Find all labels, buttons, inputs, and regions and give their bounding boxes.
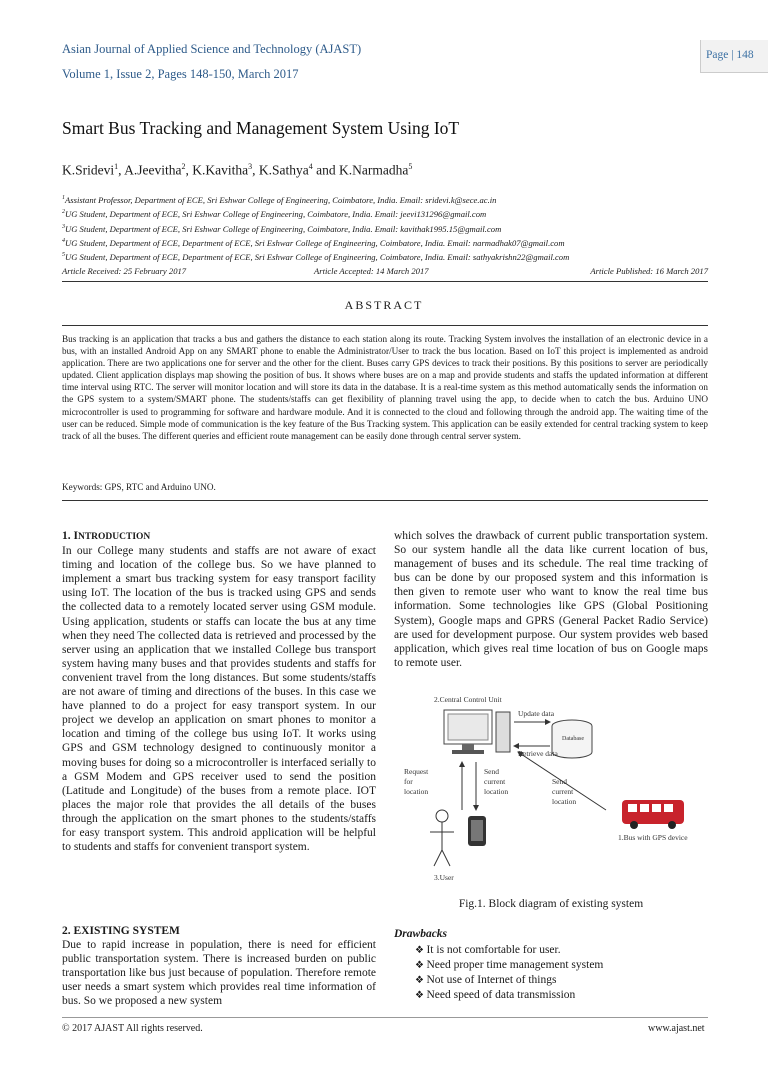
block-diagram-figure <box>394 690 708 890</box>
right-column-text: which solves the drawback of current public transportation system. So our system handle all the data like current location of bus, management of buses and its schedule. The real time tracking of bus can be done by our proposed system and this information is then given to remote user who want to know the real time bus information. Some technologies like GPS (Global Positioning System), Google maps and GPRS (General Packet Radio Service) are used for development purpose. Our system provides web based application, which gives real time location of bus on Google maps to remote user. <box>394 530 708 669</box>
drawbacks-list <box>415 943 603 1003</box>
svg-text:location: location <box>404 787 429 796</box>
user-icon <box>430 810 454 866</box>
date-published: Article Published: 16 March 2017 <box>590 266 708 276</box>
list-item: ❖ It is not comfortable for user. <box>415 943 603 958</box>
author: K.Kavitha <box>192 162 249 178</box>
affiliations <box>62 192 722 264</box>
divider <box>62 281 708 282</box>
author: K.Narmadha <box>338 162 409 178</box>
svg-text:location: location <box>552 797 577 806</box>
footer-divider <box>62 1017 708 1018</box>
date-received: Article Received: 25 February 2017 <box>62 266 187 276</box>
section-title-existing: 2. EXISTING SYSTEM <box>62 925 180 937</box>
database-icon <box>552 720 592 758</box>
affiliation: $^2$UG Student, Department of ECE, Sri Eshwar College of Engineering, Coimbatore, India. Email: jeevi131296@gmail.com <box>62 209 487 220</box>
author: K.Sridevi <box>62 162 115 178</box>
affiliation: $^4$UG Student, Department of ECE, Department of ECE, Sri Eshwar College of Engineering, Coimbatore, India. Email: narmadhak07@gmail.com <box>62 237 565 248</box>
svg-text:current: current <box>552 787 574 796</box>
section-title-introduction: 1. INTRODUCTION <box>62 530 151 542</box>
svg-text:current: current <box>484 777 506 786</box>
affiliation: $^3$UG Student, Department of ECE, Sri Eshwar College of Engineering, Coimbatore, India. Email: kavithak1995.15@gmail.com <box>62 223 502 234</box>
list-item: ❖ Need proper time management system <box>415 958 603 973</box>
svg-text:location: location <box>484 787 509 796</box>
list-item: ❖ Not use of Internet of things <box>415 973 603 988</box>
copyright: © 2017 AJAST All rights reserved. <box>62 1023 203 1034</box>
abstract-heading: ABSTRACT <box>344 298 424 312</box>
svg-text:for: for <box>404 777 413 786</box>
author: A.Jeevitha <box>124 162 182 178</box>
update-data-label: Update data <box>518 709 555 718</box>
section-existing-system <box>62 924 376 1009</box>
block-diagram <box>394 690 708 890</box>
existing-system-text: Due to rapid increase in population, there is need for efficient public transportation system. There is increased burden on public transportation like bus just because of population. Therefore remote user needs a smart system which provides real time information of bus. So we proposed a new system <box>62 939 376 1008</box>
journal-name: Asian Journal of Applied Science and Technology (AJAST) <box>62 42 362 56</box>
paper-title: Smart Bus Tracking and Management System Using IoT <box>62 118 460 138</box>
section-introduction <box>62 529 376 854</box>
figure-caption: Fig.1. Block diagram of existing system <box>458 898 644 910</box>
svg-text:Request: Request <box>404 767 429 776</box>
author: K.Sathya <box>258 162 309 178</box>
drawbacks-heading: Drawbacks <box>394 928 448 940</box>
date-accepted: Article Accepted: 14 March 2017 <box>314 266 429 276</box>
divider <box>62 325 708 326</box>
divider <box>62 500 708 501</box>
keywords: Keywords: GPS, RTC and Arduino UNO. <box>62 482 216 492</box>
page-number: Page | 148 <box>706 49 754 61</box>
bus-label: 1.Bus with GPS device <box>618 833 688 842</box>
affiliation: $^1$Assistant Professor, Department of ECE, Sri Eshwar College of Engineering, Coimbatore, India. Email: sridevi.k@sece.ac.in <box>62 194 497 205</box>
website-link[interactable]: www.ajast.net <box>648 1023 705 1034</box>
svg-text:Send: Send <box>484 767 499 776</box>
abstract-text: Bus tracking is an application that tracks a bus and gathers the distance to each station along its route. Tracking System involves the installation of an electronic device in a bus, with an installed Android App on any SMART phone to enable the Administrator/User to track the bus location. Based on IoT this project is implemented as android application. There are two applications one for server and the other for the client. Buses carry GPS devices to track their positions. By this positions to server are periodically updated. Client application displays map showing the position of bus. It shows where buses are on a map and provide students and staffs the updated information at different time interval using RTC. The server will monitor location and will store its data in the database. It is a real-time system as this method automatically sends the information on the GPS system to a system/SMART phone. The students/staffs can get flexibility of planning travel using the app, to decide when to catch the bus. Arduino UNO microcontroller is used to programming for software and hardware module. And it is connected to the cloud and following through the android app. The waiting time of the user can be reduced. Simple mode of communication is the key feature of the Bus Tracking system. This application can be easily extended for central tracking system to keep track of all the buses. The different queries and efficient route management can be easily done through central server system. <box>62 334 708 441</box>
author-list: K.Sridevi$^1$, A.Jeevitha$^2$, K.Kavitha$^3$, K.Sathya$^4$ and K.Narmadha$^5$ <box>62 162 413 178</box>
list-item: ❖ Need speed of data transmission <box>415 988 603 1003</box>
server-tower-icon <box>496 712 510 752</box>
journal-volume: Volume 1, Issue 2, Pages 148-150, March 2017 <box>62 67 299 81</box>
svg-text:Send: Send <box>552 777 567 786</box>
user-label: 3.User <box>434 873 454 882</box>
affiliation: $^5$UG Student, Department of ECE, Department of ECE, Sri Eshwar College of Engineering, Coimbatore, India. Email: sathyakrishn22@gmail.com <box>62 252 570 263</box>
svg-text:Database: Database <box>562 736 584 742</box>
bus-icon <box>622 800 684 829</box>
central-unit-label: 2.Central Control Unit <box>434 695 502 704</box>
retrieve-data-label: Retrieve data <box>518 749 558 758</box>
introduction-text: In our College many students and staffs are not aware of exact timing and location of the college bus. So we have planned to implement a smart bus tracking system for easy transport facility using IoT. The location of the bus is tracked using GPS and sends the collected data to a remotely located server using GSM module. Using application, students or staffs can locate the bus at any time when they need The collected data is retrieved and processed by the server using an application that we installed College bus transport system having many buses and that provides students and staffs for convenient travel from the long distances. But some students/staffs are not aware of timing and directions of the buses. In this case we have planned to do a project for easy transport system. In our project we develop an application on smart phones to monitor a location and timing of the college bus using IoT. It works using GPS and GSM technology designed to continuously monitor a moving buses for doing so a microcontroller is interfaced serially to a GSM Modem and GPS receiver used to send the position (Latitude and Longitude) of the buses from a remote place. IOT places the major role that provides the all details of the buses through the application on the smart phones to the students/staffs for easy transport system. This android application will be helpful to students and staffs for convenient transport system. <box>62 545 376 854</box>
